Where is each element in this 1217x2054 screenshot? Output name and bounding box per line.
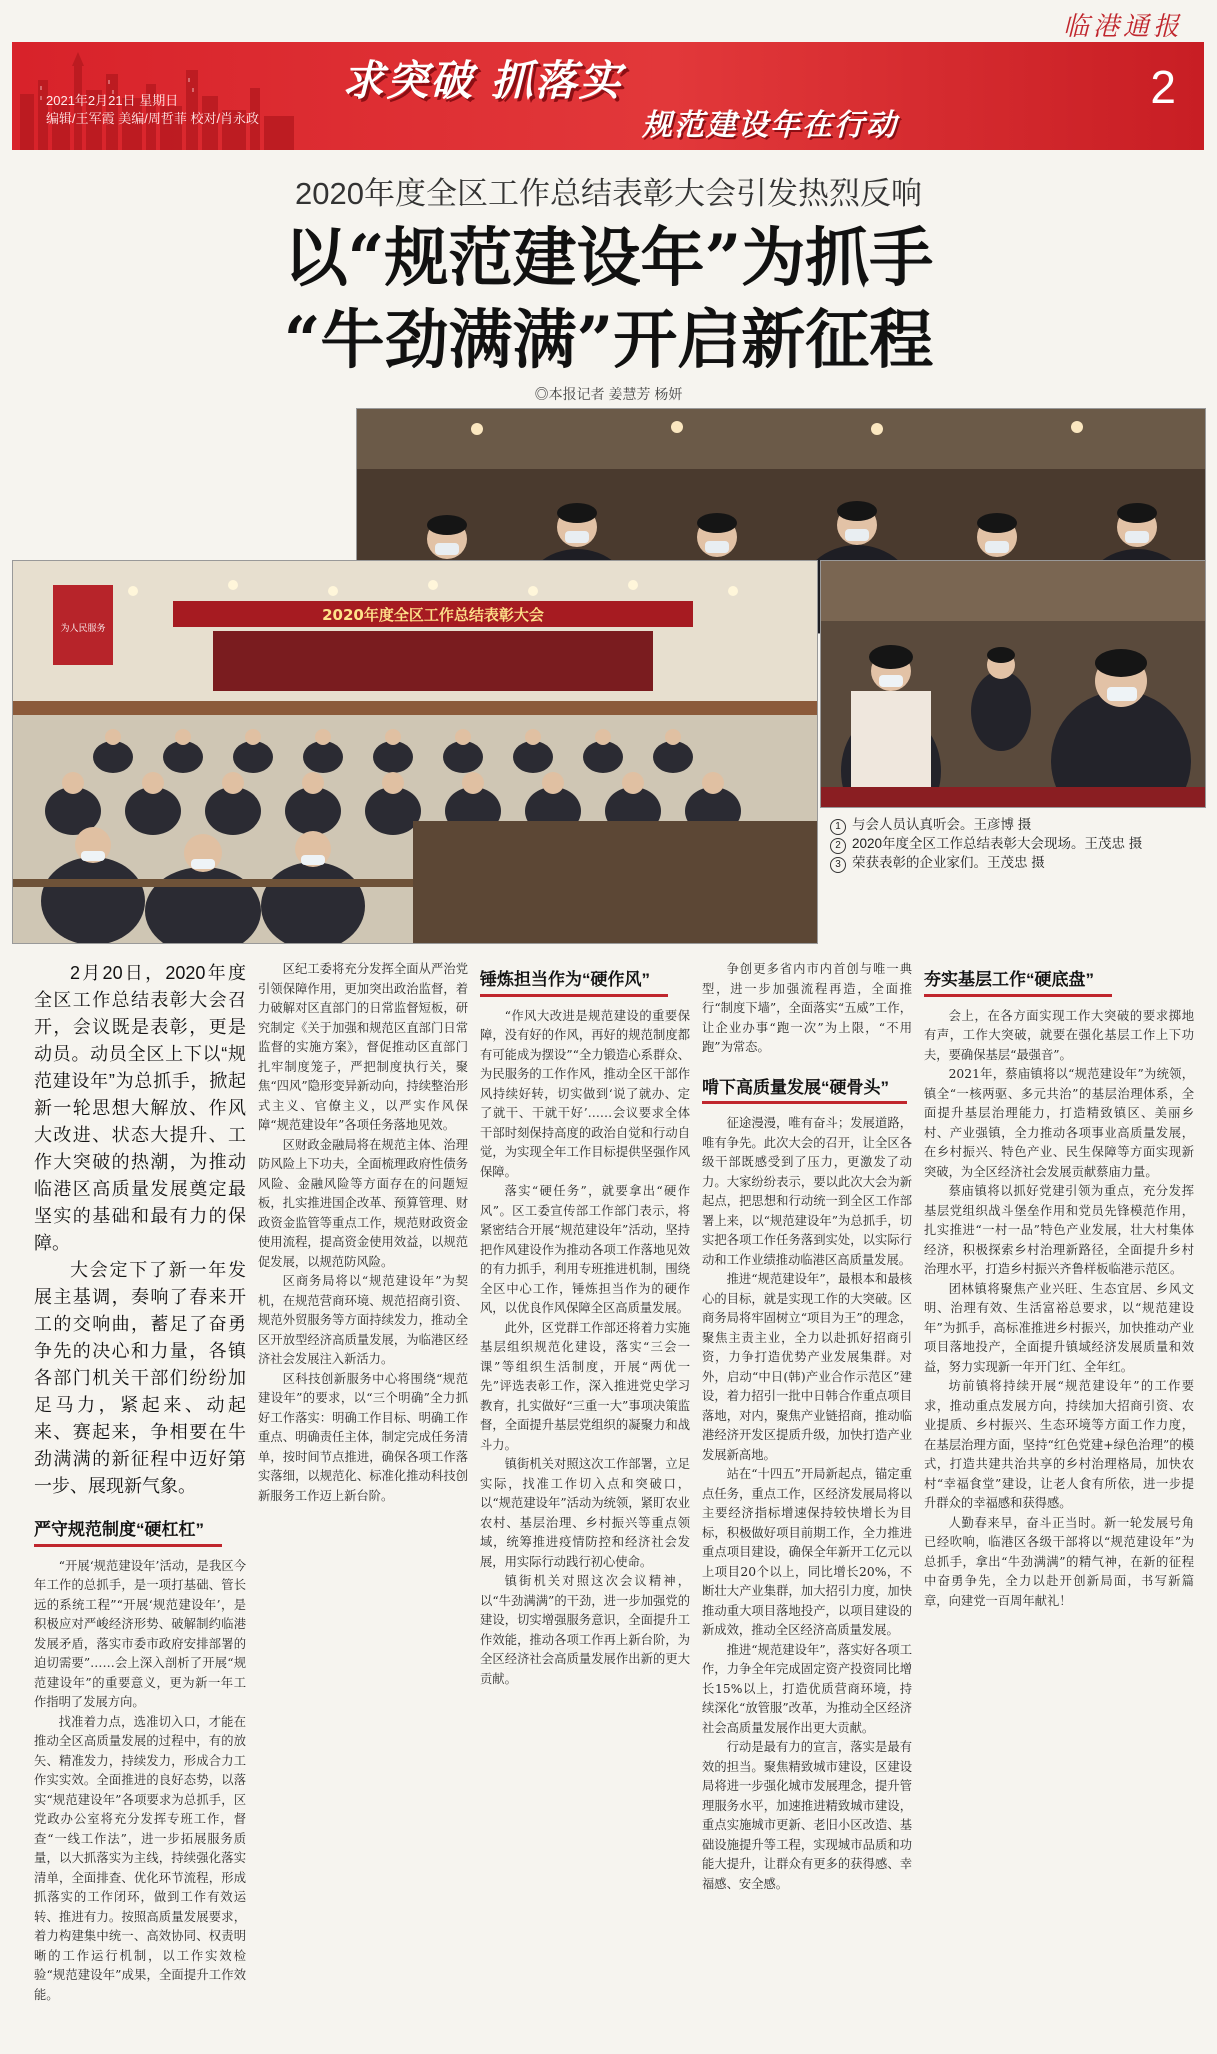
body-paragraph: 争创更多省内市内首创与唯一典型，进一步加强流程再造，全面推行“制度下墙”，全面落实“五威”工作，让企业办事“跑一次”为上限，“不用跑”为常态。 (702, 962, 912, 1054)
body-paragraph: 团林镇将聚焦产业兴旺、生态宜居、乡风文明、治理有效、生活富裕总要求，以“规范建设年”为抓手，高标准推进乡村振兴，加快推动产业项目落地投产，全面提升镇域经济发展质量和效益，努力实现新一年开门红、全年红。 (924, 1281, 1194, 1374)
column-3 (480, 960, 690, 2030)
banner-slogan: 求突破 抓落实 (342, 56, 623, 105)
body-paragraph: 推进“规范建设年”，落实好各项工作，力争全年完成固定资产投资同比增长15%以上，打造优质营商环境，持续深化“放管服”改革，为推动全区经济社会高质量发展作出更大贡献。 (702, 1642, 912, 1735)
lead-paragraph-2: 大会定下了新一年发展主基调，奏响了春来开工的交响曲，蓄足了奋勇争先的决心和力量，各镇各部门机关干部们纷纷加足马力，紧起来、动起来、赛起来，争相要在牛劲满满的新征程中迈好第一步、展现新气象。 (34, 1260, 246, 1496)
body-paragraph: 坊前镇将持续开展“规范建设年”的工作要求，推动重点发展方向，持续加大招商引资、农业提质、乡村振兴、生态环境等方面工作力度，在基层治理方面，坚持“红色党建+绿色治理”的模式，打造共建共治共享的乡村治理格局，加快农村“幸福食堂”建设，让老人食有所依，进一步提升群众的幸福感和获得感。 (924, 1379, 1194, 1510)
caption-number: 3 (830, 857, 846, 873)
masthead (0, 0, 1217, 40)
body-paragraph: 站在“十四五”开局新起点，锚定重点任务，重点工作，区经济发展局将以主要经济指标增速保持较快增长为目标，积极做好项目前期工作，全力推进重点项目建设，确保全年新开工亿元以上项目20个以上，同比增长20%，不断壮大产业集群，加大招引力度，加快推动重大项目落地投产，以项目建设的新成效，推动全区经济高质量发展。 (702, 1467, 912, 1637)
caption-number: 2 (830, 838, 846, 854)
issue-info (46, 92, 259, 128)
photo-meeting-hall (12, 560, 818, 944)
section-heading-2: 锤炼担当作为“硬作风” (480, 960, 668, 997)
page-banner (12, 42, 1204, 150)
body-paragraph: “作风大改进是规范建设的重要保障，没有好的作风，再好的规范制度都有可能成为摆设”“全力锻造心系群众、为民服务的工作作风，推动全区干部作风持续好转，切实做到‘说了就办、定了就干、干就干好’……会议要求全体干部时刻保持高度的政治自觉和行动自觉，为实现全年工作目标提供坚强作风保障。 (480, 1008, 690, 1179)
section-heading-4: 夯实基层工作“硬底盘” (924, 960, 1112, 997)
issue-date: 2021年2月21日 星期日 (46, 93, 179, 108)
article-subtitle: 2020年度全区工作总结表彰大会引发热烈反响 (295, 176, 922, 211)
article-headline (0, 218, 1217, 382)
body-paragraph: 区科技创新服务中心将围绕“规范建设年”的要求，以“三个明确”全力抓好工作落实：明确工作目标、明确工作重点、明确责任主体，制定完成任务清单，按时间节点推进，确保各项工作落实落细，以规范化、标准化推动科技创新服务工作迈上新台阶。 (258, 1371, 468, 1503)
column-1 (34, 960, 246, 2030)
body-paragraph: 区财政金融局将在规范主体、治理防风险上下功夫，全面梳理政府性债务风险、金融风险等方面存在的问题短板，扎实推进国企改革、预算管理、财政资金监管等重点工作，规范财政资金使用流程，提高资金使用效益，以规范促发展，以规范防风险。 (258, 1137, 468, 1269)
headline-line-2: “牛劲满满”开启新征程 (283, 303, 934, 378)
column-2 (258, 960, 468, 2030)
body-paragraph: 2021年，蔡庙镇将以“规范建设年”为统领，镇全“一核两驱、多元共治”的基层治理体系，全面提升基层治理能力，打造精致镇区、美丽乡村、产业强镇，全力推动各项事业高质量发展，在乡村振兴、特色产业、民生保障等方面实现新突破，为全区经济社会发展贡献蔡庙力量。 (924, 1067, 1194, 1179)
section-heading-1: 严守规范制度“硬杠杠” (34, 1510, 222, 1547)
caption-number: 1 (830, 819, 846, 835)
caption-1 (830, 816, 1200, 835)
caption-text: 2020年度全区工作总结表彰大会现场。王茂忠 摄 (852, 836, 1143, 851)
body-paragraph: 找准着力点，选准切入口，才能在推动全区高质量发展的过程中，有的放矢、精准发力，持续发力，形成合力工作实实效。全面推进的良好态势，以落实“规范建设年”各项要求为总抓手，区党政办公室将充分发挥专班工作，督查“一线工作法”，进一步拓展服务质量，以大抓落实为主线，持续强化落实清单，全面排查、优化环节流程，形成抓落实的工作闭环，做到工作有效运转、推进有力。按照高质量发展要求，着力构建集中统一、高效协同、权责明晰的工作运行机制，以工作实效检验“规范建设年”成果，全面提升工作效能。 (34, 1714, 246, 2002)
body-paragraph: 征途漫漫，唯有奋斗；发展道路，唯有争先。此次大会的召开，让全区各级干部既感受到了压力，更激发了动力。大家纷纷表示，要以此次大会为新起点，把思想和行动统一到全区工作部署上来，以“规范建设年”为总抓手，切实把各项工作任务落到实处，以实际行动和工作业绩推动临港区高质量发展。 (702, 1116, 912, 1267)
section-heading-3: 啃下高质量发展“硬骨头” (702, 1068, 907, 1105)
column-4 (702, 960, 912, 2030)
photo-entrepreneurs (820, 560, 1206, 808)
side-banner-text: 为人民服务 (60, 624, 106, 634)
newspaper-logo: 临港通报 (1062, 12, 1183, 42)
body-paragraph: 区商务局将以“规范建设年”为契机，在规范营商环境、规范招商引资、规范外贸服务等方面持续发力，推动全区开放型经济高质量发展，为临港区经济社会发展注入新活力。 (258, 1274, 468, 1366)
body-paragraph: 区纪工委将充分发挥全面从严治党引领保障作用，更加突出政治监督，着力破解对区直部门的日常监督短板，研究制定《关于加强和规范区直部门日常监督的实施方案》，督促推动区直部门扎牢制度笼子，严把制度执行关，聚焦“四风”隐形变异新动向，持续整治形式主义、官僚主义，以严实作风保障“规范建设年”各项任务落地见效。 (258, 962, 468, 1132)
photo-captions (830, 816, 1200, 873)
body-paragraph: 蔡庙镇将以抓好党建引领为重点，充分发挥基层党组织战斗堡垒作用和党员先锋模范作用，扎实推进“一村一品”特色产业发展，壮大村集体经济，积极探索乡村治理新路径，全面提升乡村治理水平，打造乡村振兴齐鲁样板临港示范区。 (924, 1184, 1194, 1276)
caption-3 (830, 854, 1200, 873)
headline-line-1: 以“规范建设年”为抓手 (283, 221, 934, 296)
caption-text: 荣获表彰的企业家们。王茂忠 摄 (852, 855, 1045, 870)
column-5 (924, 960, 1194, 2030)
body-paragraph: 行动是最有力的宣言，落实是最有效的担当。聚焦精致城市建设，区建设局将进一步强化城市发展理念，提升管理服务水平，加速推进精致城市建设，重点实施城市更新、老旧小区改造、基础设施提升等工程，实现城市品质和功能大提升，让群众有更多的获得感、幸福感、安全感。 (702, 1740, 912, 1891)
body-paragraph: 人勤春来早，奋斗正当时。新一轮发展号角已经吹响，临港区各级干部将以“规范建设年”为总抓手，拿出“牛劲满满”的精气神，在新的征程中奋勇争先，全力以赴开创新局面，书写新篇章，向建党一百周年献礼！ (924, 1515, 1194, 1608)
body-paragraph: 推进“规范建设年”，最根本和最核心的目标，就是实现工作的大突破。区商务局将牢固树立“项目为王”的理念，聚焦主责主业，全力以赴抓好招商引资，力争打造优势产业发展集群。对外，启动“中日(韩)产业合作示范区”建设，着力招引一批中日韩合作重点项目落地，对内，聚焦产业链招商，推动临港经济开发区提质升级，加快打造产业发展新高地。 (702, 1272, 912, 1462)
body-paragraph: 此外，区党群工作部还将着力实施基层组织规范化建设，落实“三会一课”等组织生活制度，开展“两优一先”评选表彰工作，深入推进党史学习教育，扎实做好“三重一大”事项决策监督，全面提升基层党组织的凝聚力和战斗力。 (480, 1320, 690, 1452)
body-paragraph: 镇街机关对照这次工作部署，立足实际，找准工作切入点和突破口，以“规范建设年”活动为统领，紧盯农业农村、基层治理、乡村振兴等重点领域，统筹推进疫情防控和经济社会发展，用实际行动践行初心使命。 (480, 1457, 690, 1569)
body-paragraph: “开展‘规范建设年’活动，是我区今年工作的总抓手，是一项打基础、管长远的系统工程”“开展‘规范建设年’，是积极应对严峻经济形势、破解制约临港发展矛盾，落实市委市政府安排部署的迫切需要”……会上深入剖析了开展“规范建设年”的重要意义，更为新一年工作指明了发展方向。 (34, 1558, 246, 1709)
banner-column-title: 规范建设年在行动 (642, 108, 898, 143)
editor-credits: 编辑/王军霞 美编/周哲菲 校对/肖永政 (46, 111, 260, 126)
article-byline: ◎本报记者 姜慧芳 杨妍 (534, 386, 683, 402)
body-paragraph: 会上，在各方面实现工作大突破的要求掷地有声，工作大突破，就要在强化基层工作上下功夫，要确保基层“最强音”。 (924, 1008, 1194, 1062)
lead-paragraph-1: 2月20日，2020年度全区工作总结表彰大会召开，会议既是表彰，更是动员。动员全区上下以“规范建设年”为总抓手，掀起新一轮思想大解放、作风大改进、状态大提升、工作大突破的热潮，为推动临港区高质量发展奠定最坚实的基础和最有力的保障。 (34, 963, 246, 1253)
caption-text: 与会人员认真听会。王彦博 摄 (852, 817, 1032, 832)
body-paragraph: 镇街机关对照这次会议精神，以“牛劲满满”的干劲，进一步加强党的建设，切实增强服务意识，全面提升工作效能，推动各项工作再上新台阶，为全区经济社会高质量发展作出新的更大贡献。 (480, 1574, 690, 1686)
caption-2 (830, 835, 1200, 854)
meeting-banner-text: 2020年度全区工作总结表彰大会 (322, 606, 544, 624)
body-paragraph: 落实“硬任务”，就要拿出“硬作风”。区工委宣传部工作部门表示，将紧密结合开展“规范建设年”活动，坚持把作风建设作为推动各项工作落地见效的有力抓手，利用专班推进机制，围绕全区中心工作，锤炼担当作为的硬作风，以优良作风保障全区高质量发展。 (480, 1184, 690, 1315)
page-number: 2 (1150, 61, 1176, 113)
